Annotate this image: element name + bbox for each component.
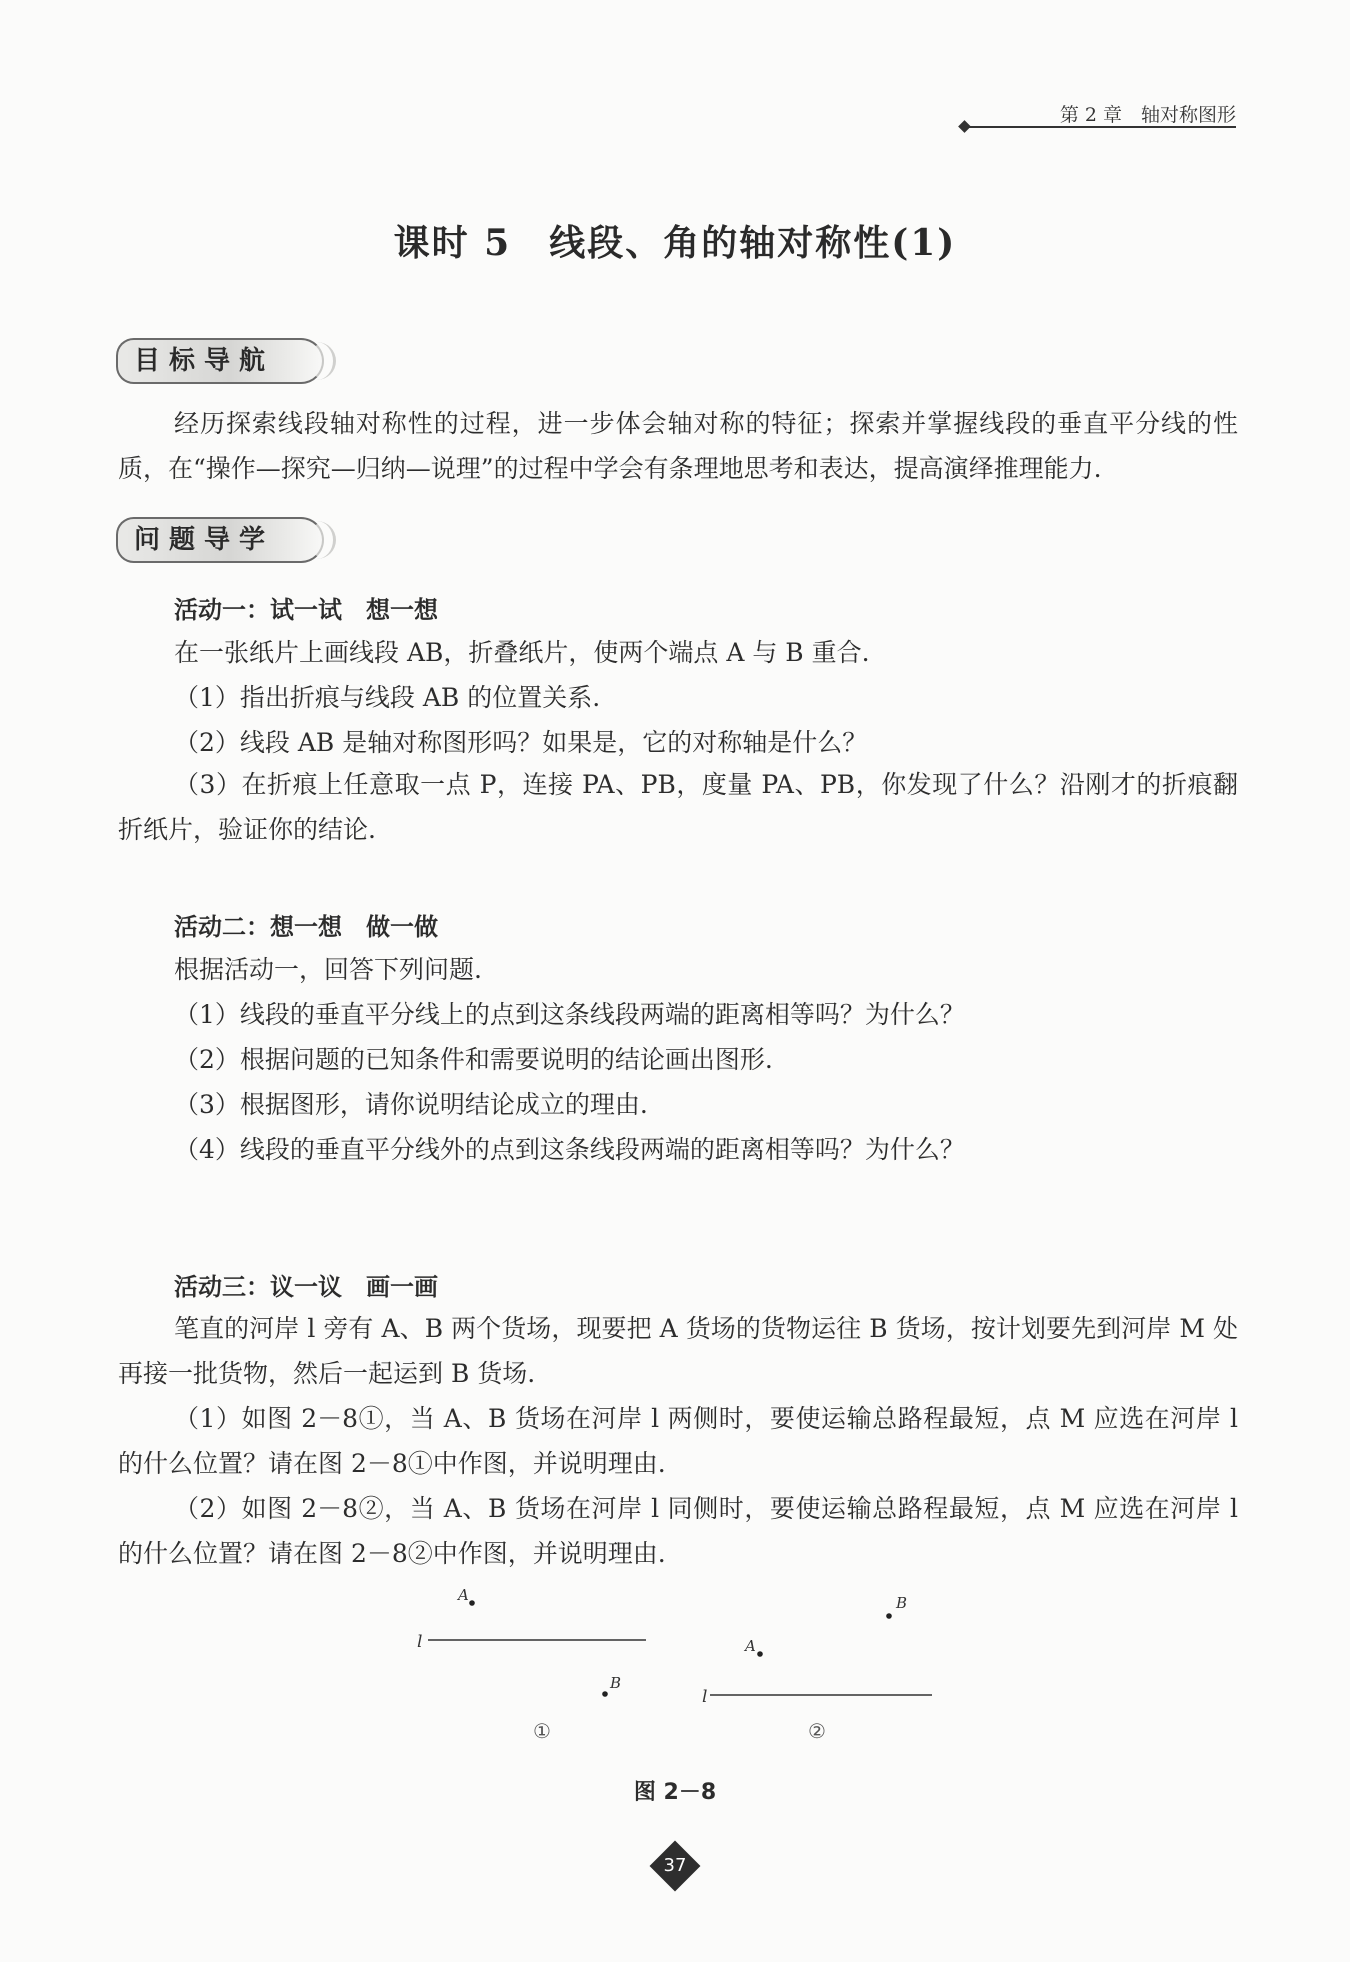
badge-arc-icon	[309, 521, 336, 559]
activity3-heading: 活动三：议一议 画一画	[174, 1273, 438, 1301]
question-badge	[116, 517, 324, 563]
figure-panel-2	[702, 1594, 932, 1740]
chapter-header	[960, 100, 1236, 130]
activity2-q3: （3）根据图形，请你说明结论成立的理由.	[174, 1090, 648, 1119]
activity3-q1: （1）如图 2－8①，当 A、B 货场在河岸 l 两侧时，要使运输总路程最短，点 M 应选在河岸 l 的什么位置？请在图 2－8①中作图，并说明理由.	[118, 1404, 1238, 1478]
point-B-2	[886, 1613, 892, 1619]
figure-2-8	[0, 1580, 1350, 1740]
goal-badge	[116, 338, 324, 384]
question-badge-label: 问题导学	[134, 525, 275, 555]
goal-badge-label: 目标导航	[134, 346, 275, 376]
goal-text: 经历探索线段轴对称性的过程，进一步体会轴对称的特征；探索并掌握线段的垂直平分线的性质，在“操作—探究—归纳—说理”的过程中学会有条理地思考和表达，提高演绎推理能力.	[118, 409, 1238, 483]
activity3-intro: 笔直的河岸 l 旁有 A、B 两个货场，现要把 A 货场的货物运往 B 货场，按计划要先到河岸 M 处再接一批货物，然后一起运到 B 货场.	[118, 1314, 1238, 1388]
label-B-2: B	[896, 1594, 908, 1612]
activity1-q3: （3）在折痕上任意取一点 P，连接 PA、PB，度量 PA、PB，你发现了什么？沿刚才的折痕翻折纸片，验证你的结论.	[118, 770, 1238, 844]
label-A-2: A	[745, 1637, 756, 1655]
header-diamond-icon	[958, 120, 971, 133]
label-l-1: l	[417, 1632, 423, 1652]
point-A-2	[757, 1651, 763, 1657]
activity2-q2: （2）根据问题的已知条件和需要说明的结论画出图形.	[174, 1045, 773, 1074]
activity1-q1: （1）指出折痕与线段 AB 的位置关系.	[174, 683, 601, 712]
activity1-intro: 在一张纸片上画线段 AB，折叠纸片，使两个端点 A 与 B 重合.	[174, 638, 870, 667]
lesson-title: 课时 5 线段、角的轴对称性(1)	[393, 222, 957, 264]
figure-panel-1	[417, 1586, 646, 1740]
activity2-heading: 活动二：想一想 做一做	[174, 913, 438, 941]
badge-arc-icon	[309, 342, 336, 380]
activity3-q2: （2）如图 2－8②，当 A、B 货场在河岸 l 同侧时，要使运输总路程最短，点 M 应选在河岸 l 的什么位置？请在图 2－8②中作图，并说明理由.	[118, 1494, 1238, 1568]
page-number: 37	[663, 1855, 687, 1876]
activity2-q4: （4）线段的垂直平分线外的点到这条线段两端的距离相等吗？为什么？	[174, 1135, 965, 1164]
chapter-header-text: 第 2 章 轴对称图形	[1059, 104, 1236, 126]
figure-caption: 图 2－8	[633, 1780, 717, 1805]
label-l-2: l	[702, 1687, 708, 1707]
activity2-intro: 根据活动一，回答下列问题.	[174, 955, 482, 984]
subfigure-2-label: ②	[808, 1719, 826, 1740]
label-A-1: A	[458, 1586, 469, 1604]
activity1-heading: 活动一：试一试 想一想	[174, 596, 438, 624]
activity2-q1: （1）线段的垂直平分线上的点到这条线段两端的距离相等吗？为什么？	[174, 1000, 965, 1029]
point-A-1	[469, 1600, 475, 1606]
header-rule	[968, 126, 1236, 128]
page-number-badge	[649, 1840, 701, 1892]
activity1-q2: （2）线段 AB 是轴对称图形吗？如果是，它的对称轴是什么？	[174, 728, 868, 757]
label-B-1: B	[610, 1674, 622, 1692]
point-B-1	[602, 1691, 608, 1697]
subfigure-1-label: ①	[533, 1719, 551, 1740]
